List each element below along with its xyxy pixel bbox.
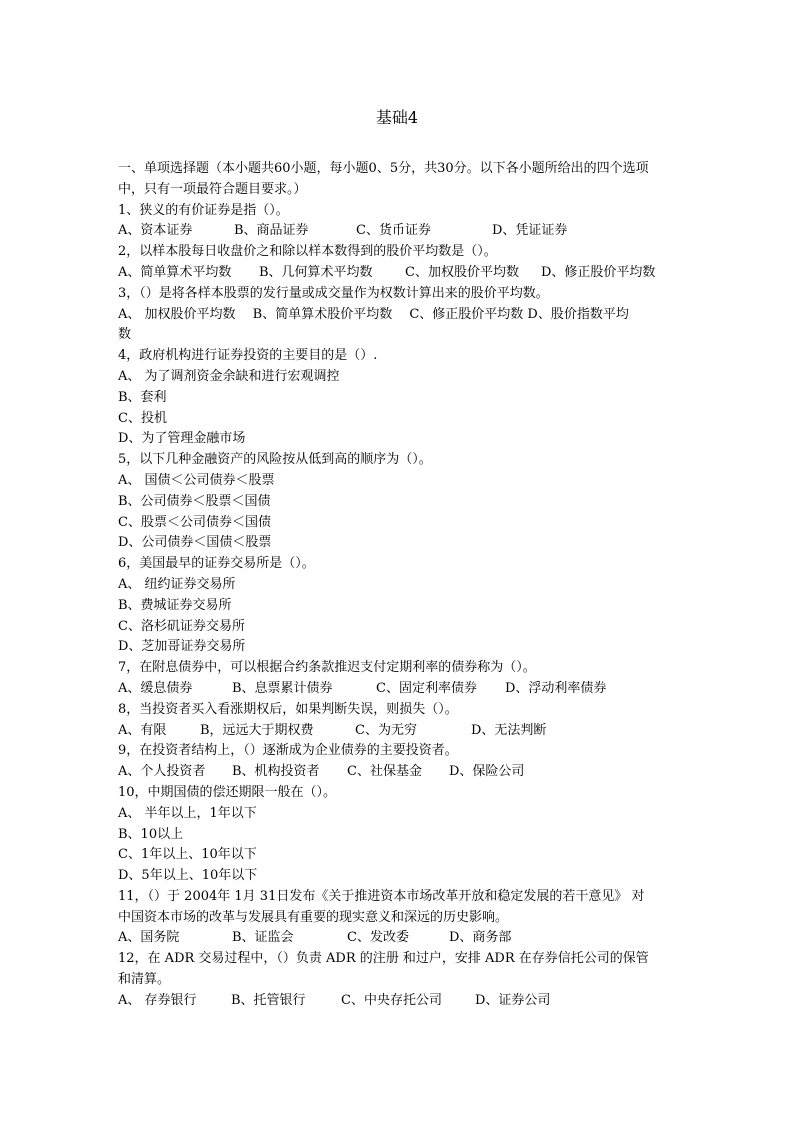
option: D、公司债券＜国债＜股票 xyxy=(118,535,272,551)
question-stem-continuation: 中国资本市场的改革与发展具有重要的现实意义和深远的历史影响。 xyxy=(118,909,509,925)
option: D、为了管理金融市场 xyxy=(118,431,246,447)
option: B，远远大于期权费 xyxy=(200,722,314,738)
option: D、浮动利率债券 xyxy=(505,680,607,696)
option: D、商务部 xyxy=(449,930,512,946)
option: C、中央存托公司 xyxy=(341,992,442,1008)
option: C、为无穷 xyxy=(355,722,417,738)
option-row: A、 加权股价平均数 B、简单算术股价平均数 C、修正股价平均数 D、股价指数平均 xyxy=(118,306,629,322)
option: C、加权股价平均数 xyxy=(405,264,519,280)
option: C、股票＜公司债券＜国债 xyxy=(118,514,271,530)
question-stem: 8，当投资者买入看涨期权后，如果判断失误，则损失（）。 xyxy=(118,701,458,717)
option: D、无法判断 xyxy=(471,722,547,738)
question-stem: 5，以下几种金融资产的风险按从低到高的顺序为（）。 xyxy=(118,452,432,468)
option: B、机构投资者 xyxy=(232,764,320,780)
option: B、10以上 xyxy=(118,826,184,842)
option: A、个人投资者 xyxy=(118,764,206,780)
option: A、 为了调剂资金余缺和进行宏观调控 xyxy=(118,368,340,384)
option-row xyxy=(118,928,680,949)
option: A、国务院 xyxy=(118,930,180,946)
option: C、洛杉矶证券交易所 xyxy=(118,618,245,634)
option: C、货币证券 xyxy=(356,223,431,239)
option: A、缓息债券 xyxy=(118,680,193,696)
question-stem: 10，中期国债的偿还期限一般在（）。 xyxy=(118,784,337,800)
option: A、 国债＜公司债券＜股票 xyxy=(118,472,275,488)
option-row xyxy=(118,991,680,1012)
question-stem: 12，在 ADR 交易过程中，（）负责 ADR 的注册 和过户，安排 ADR 在存券信托公司的保管 xyxy=(118,951,649,967)
option: B、费城证券交易所 xyxy=(118,597,232,613)
option: D、修正股价平均数 xyxy=(541,264,656,280)
option: D、5年以上、10年以下 xyxy=(118,868,258,884)
option: B、公司债券＜股票＜国债 xyxy=(118,493,271,509)
question-stem: 11，（）于 2004年 1月 31日发布《关于推进资本市场改革开放和稳定发展的若干意见》 对 xyxy=(118,888,645,904)
option: C、固定利率债券 xyxy=(376,680,477,696)
option: A、 纽约证券交易所 xyxy=(118,576,236,592)
section-header-line-1: 一、单项选择题（本小题共60小题，每小题0、5分，共30分。以下各小题所给出的四个选项 xyxy=(118,161,649,176)
option: D、凭证证券 xyxy=(492,223,568,239)
option: B、几何算术平均数 xyxy=(259,264,373,280)
section-header-line-2: 中，只有一项最符合题目要求。） xyxy=(118,181,307,197)
question-stem: 3，（）是将各样本股票的发行量或成交量作为权数计算出来的股价平均数。 xyxy=(118,285,549,301)
option: C、发改委 xyxy=(347,930,409,946)
option-row xyxy=(118,679,680,700)
option: B、息票累计债券 xyxy=(232,680,333,696)
option-row xyxy=(118,762,680,783)
option: D、保险公司 xyxy=(449,764,525,780)
option-row xyxy=(118,721,680,742)
question-stem-continuation: 和清算。 xyxy=(118,972,171,988)
option: B、托管银行 xyxy=(231,992,306,1008)
option: D、证券公司 xyxy=(475,992,551,1008)
option: D、芝加哥证券交易所 xyxy=(118,639,246,655)
option: A、简单算术平均数 xyxy=(118,264,232,280)
option: A、资本证券 xyxy=(118,223,193,239)
question-stem: 9，在投资者结构上，（）逐渐成为企业债券的主要投资者。 xyxy=(118,743,458,759)
question-stem: 6，美国最早的证券交易所是（）。 xyxy=(118,556,315,572)
option: B、套利 xyxy=(118,389,167,405)
question-stem: 4，政府机构进行证券投资的主要目的是（）. xyxy=(118,348,378,364)
option-row xyxy=(118,221,680,242)
option: C、社保基金 xyxy=(347,764,422,780)
option: C、投机 xyxy=(118,410,167,426)
option-row xyxy=(118,263,680,284)
option: A、 半年以上，1年以下 xyxy=(118,805,257,821)
option: A、有限 xyxy=(118,722,167,738)
option: B、商品证券 xyxy=(234,223,309,239)
option: A、 存券银行 xyxy=(118,992,197,1008)
question-stem: 1、狭义的有价证券是指（）。 xyxy=(118,202,289,218)
question-list xyxy=(118,159,680,1012)
page-title: 基础4 xyxy=(375,108,419,127)
option: B、证监会 xyxy=(232,930,294,946)
option: C、1年以上、10年以下 xyxy=(118,847,257,863)
question-stem: 2，以样本股每日收盘价之和除以样本数得到的股价平均数是（）。 xyxy=(118,244,497,260)
option-row-continuation: 数 xyxy=(118,327,132,343)
question-stem: 7，在附息债券中，可以根据合约条款推迟支付定期利率的债券称为（）。 xyxy=(118,660,536,676)
